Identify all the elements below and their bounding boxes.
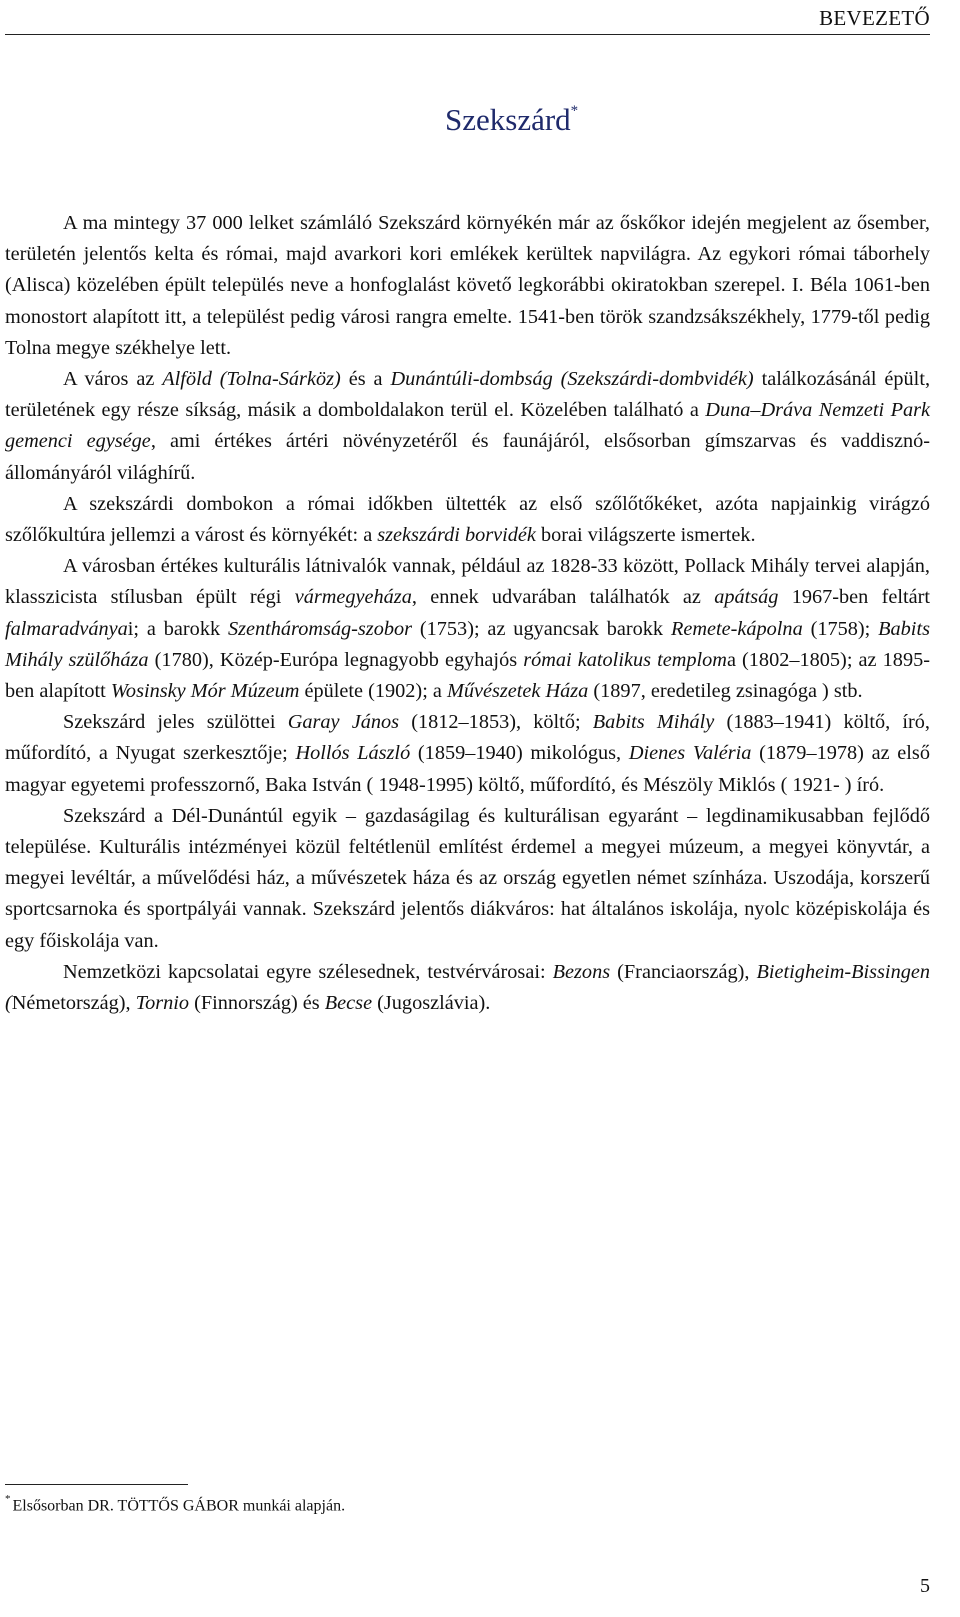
body-text [5, 208, 930, 1019]
title-footnote-marker: * [570, 102, 579, 119]
text-run: és a [340, 368, 391, 391]
text-run: (Jugoszlávia). [372, 992, 491, 1015]
italic-term: Alföld (Tolna-Sárköz) [162, 368, 341, 391]
text-run: Szekszárd a Dél-Dunántúl egyik – gazdaságilag és kulturálisan egyaránt – legdinamikusabban fejlődő települése. Kulturális intézményei közül feltétlenül említést érdemel a megyei múzeum, a megyei könyvtár, a megyei levéltár, a művelődési ház, a művészetek háza és az ország egyetlen német színháza. Uszodája, korszerű sportcsarnoka és sportpályái vannak. Szekszárd jelentős diákváros: hat általános iskolája, nyolc középiskolája és egy főiskolája van. [5, 804, 930, 952]
footnote-text: Elsősorban DR. TÖTTŐS GÁBOR munkái alapján. [12, 1497, 346, 1515]
italic-term: Wosinsky Mór Múzeum [110, 680, 300, 703]
text-run: Nemzetközi kapcsolatai egyre szélesednek, testvérvárosai: [63, 960, 553, 983]
text-run: (1812–1853), költő; [399, 711, 593, 734]
text-run: épülete (1902); a [299, 680, 447, 703]
italic-term: Babits Mihály szülőháza [5, 617, 930, 671]
paragraph-institutions [5, 801, 930, 957]
paragraph-sister-cities [5, 957, 930, 1019]
italic-term: Dunántúli-dombság (Szekszárdi-dombvidék) [390, 368, 754, 391]
text-run: (1780), Közép-Európa legnagyobb egyhajós [148, 648, 524, 671]
text-run: borai világszerte ismertek. [535, 524, 756, 547]
text-run: (1753); az ugyancsak barokk [412, 617, 671, 640]
text-run: A város az [63, 368, 163, 391]
running-header: BEVEZETŐ [819, 6, 930, 30]
footnote-marker: * [5, 1493, 11, 1505]
text-run: (Finnország) és [189, 992, 325, 1015]
italic-term: Művészetek Háza [446, 680, 589, 703]
italic-term: Duna–Dráva Nemzeti Park gemenci egysége [5, 399, 931, 453]
title-text: Szekszárd [445, 102, 571, 137]
text-run: (1859–1940) mikológus, [410, 742, 629, 765]
header-divider [5, 34, 930, 35]
italic-term: római katolikus templom [523, 648, 727, 671]
paragraph-wine [5, 489, 930, 551]
italic-term: vármegyeháza [294, 586, 412, 609]
text-run: A szekszárdi dombokon a római időkben ültették az első szőlőtőkéket, azóta napjainkig virágzó szőlőkultúra jellemzi a várost és környékét: a [5, 492, 930, 547]
italic-term: Dienes Valéria [628, 742, 752, 765]
page-title [0, 102, 960, 138]
text-run: Szekszárd jeles szülöttei [63, 711, 288, 734]
paragraph-geography [5, 364, 930, 489]
italic-term: falmaradványa [5, 617, 128, 640]
italic-term: Bietigheim-Bissingen ( [5, 960, 930, 1015]
italic-term: Tornio [135, 992, 190, 1015]
text-run: (Franciaország), [610, 960, 757, 983]
italic-term: apátság [714, 586, 779, 609]
italic-term: Hollós László [295, 742, 411, 765]
text-run: a (1802–1805); az 1895-ben alapított [5, 648, 930, 703]
text-run: (1897, eredetileg zsinagóga ) stb. [588, 680, 863, 703]
italic-term: Garay János [287, 711, 400, 734]
italic-term: Szentháromság-szobor [227, 617, 413, 640]
text-run: (1758); [802, 617, 879, 640]
paragraph-history [5, 208, 930, 364]
footnote-divider [5, 1484, 188, 1485]
text-run: 1967-ben feltárt [778, 586, 931, 609]
text-run: (1883–1941) költő, író, műfordító, a Nyugat szerkesztője; [5, 711, 930, 765]
paragraph-sights [5, 551, 930, 707]
text-run: A ma mintegy 37 000 lelket számláló Szekszárd környékén már az őskőkor idején megjelent az ősember, területén jelentős kelta és római, majd avarkori kori emlékek kerültek napvilágra. Az egykori római táborhely (Alisca) közelében épült település neve a honfoglalást követő legkorábbi okiratokban szerepel. I. Béla 1061-ben monostort alapított itt, a települést pedig városi rangra emelte. 1541-ben török szandzsákszékhely, 1779-től pedig Tolna megye székhelye lett. [5, 212, 930, 359]
italic-term: Bezons [552, 960, 611, 983]
italic-term: szekszárdi borvidék [377, 524, 536, 547]
text-run: találkozásánál épült, területének egy része síkság, másik a domboldalakon terül el. Közelében található a [5, 368, 931, 422]
italic-term: Remete-kápolna [670, 617, 803, 640]
text-run: (1879–1978) az első magyar egyetemi professzornő, Baka István ( 1948-1995) költő, műfordító, és Mészöly Miklós ( 1921- ) író. [5, 742, 930, 796]
text-run: A városban értékes kulturális látnivalók vannak, például az 1828-33 között, Pollack Mihály tervei alapján, klasszicista stílusban épült régi [5, 555, 930, 609]
text-run: i; a barokk [127, 617, 228, 640]
footnote [5, 1495, 345, 1515]
text-run: Németország), [11, 992, 136, 1015]
text-run: , ennek udvarában találhatók az [411, 586, 715, 609]
italic-term: Babits Mihály [592, 711, 715, 734]
italic-term: Becse [324, 992, 373, 1015]
page-number: 5 [920, 1575, 930, 1597]
paragraph-notable-people [5, 707, 930, 801]
text-run: , ami értékes ártéri növényzetéről és faunájáról, elsősorban gímszarvas és vaddisznó-állományáról világhírű. [5, 430, 930, 484]
